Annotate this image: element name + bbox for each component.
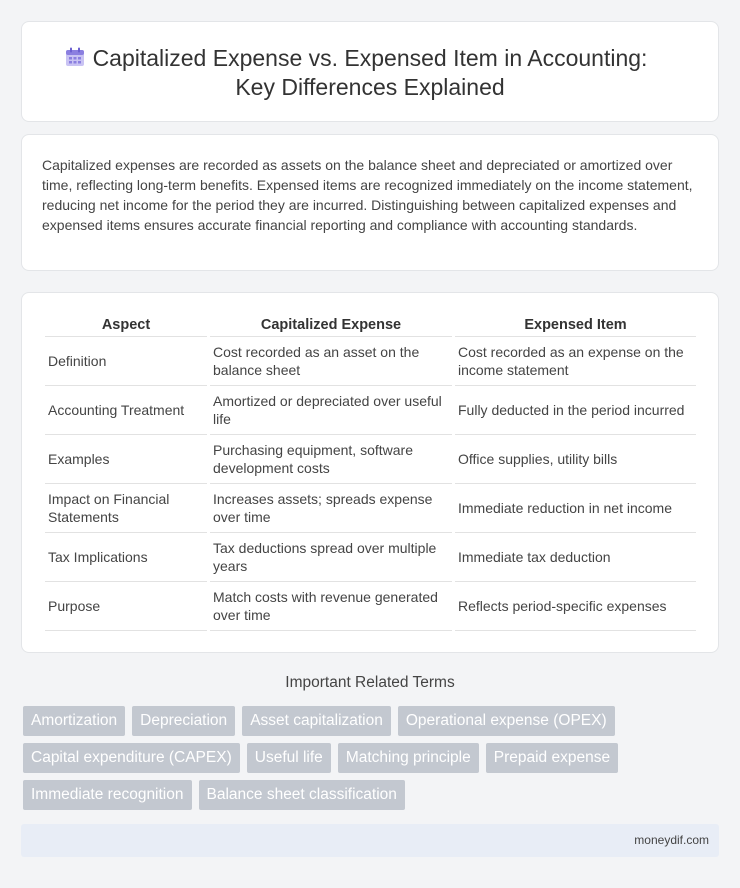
tag-opex[interactable]: Operational expense (OPEX)	[398, 706, 615, 736]
table-header-row	[45, 315, 696, 337]
tag-matching-principle[interactable]: Matching principle	[338, 743, 479, 773]
intro-paragraph: Capitalized expenses are recorded as assets on the balance sheet and depreciated or amortized over time, reflecting long-term benefits. Expensed items are recognized immediately on the income statement, reducing net income for the period they are incurred. Distinguishing between capitalized expenses and expensed items ensures accurate financial reporting and compliance with accounting standards.	[42, 157, 693, 233]
row-expensed: Office supplies, utility bills	[455, 435, 696, 484]
row-expensed: Reflects period-specific expenses	[455, 582, 696, 631]
footer-site: moneydif.com	[634, 833, 709, 847]
row-capitalized: Increases assets; spreads expense over time	[210, 484, 452, 533]
intro-card	[21, 134, 719, 271]
row-aspect: Purpose	[45, 582, 207, 631]
tag-capex[interactable]: Capital expenditure (CAPEX)	[23, 743, 240, 773]
tag-balance-sheet-classification[interactable]: Balance sheet classification	[199, 780, 405, 810]
row-aspect: Definition	[45, 337, 207, 386]
header-capitalized-expense: Capitalized Expense	[210, 315, 452, 337]
tag-depreciation[interactable]: Depreciation	[132, 706, 235, 736]
tag-amortization[interactable]: Amortization	[23, 706, 125, 736]
row-capitalized: Cost recorded as an asset on the balance sheet	[210, 337, 452, 386]
title-card	[21, 21, 719, 122]
row-capitalized: Match costs with revenue generated over time	[210, 582, 452, 631]
related-terms-tags	[23, 706, 683, 810]
tag-immediate-recognition[interactable]: Immediate recognition	[23, 780, 192, 810]
footer	[21, 824, 719, 857]
table-row	[45, 386, 696, 435]
row-capitalized: Amortized or depreciated over useful life	[210, 386, 452, 435]
row-capitalized: Tax deductions spread over multiple years	[210, 533, 452, 582]
page-title-line1: Capitalized Expense vs. Expensed Item in Accounting:	[92, 45, 648, 71]
table-row	[45, 533, 696, 582]
row-aspect: Impact on Financial Statements	[45, 484, 207, 533]
table-row	[45, 337, 696, 386]
row-expensed: Immediate reduction in net income	[455, 484, 696, 533]
row-capitalized: Purchasing equipment, software development costs	[210, 435, 452, 484]
header-aspect: Aspect	[45, 315, 207, 337]
table-row	[45, 435, 696, 484]
row-expensed: Cost recorded as an expense on the income statement	[455, 337, 696, 386]
tag-asset-capitalization[interactable]: Asset capitalization	[242, 706, 391, 736]
row-aspect: Accounting Treatment	[45, 386, 207, 435]
table-row	[45, 484, 696, 533]
table-row	[45, 582, 696, 631]
comparison-table	[42, 315, 699, 631]
row-expensed: Immediate tax deduction	[455, 533, 696, 582]
page-title	[22, 44, 718, 102]
row-aspect: Examples	[45, 435, 207, 484]
header-expensed-item: Expensed Item	[455, 315, 696, 337]
row-expensed: Fully deducted in the period incurred	[455, 386, 696, 435]
comparison-table-card	[21, 292, 719, 653]
page-title-line2: Key Differences Explained	[235, 74, 505, 100]
tag-useful-life[interactable]: Useful life	[247, 743, 331, 773]
tag-prepaid-expense[interactable]: Prepaid expense	[486, 743, 618, 773]
related-terms-title: Important Related Terms	[285, 674, 455, 691]
row-aspect: Tax Implications	[45, 533, 207, 582]
